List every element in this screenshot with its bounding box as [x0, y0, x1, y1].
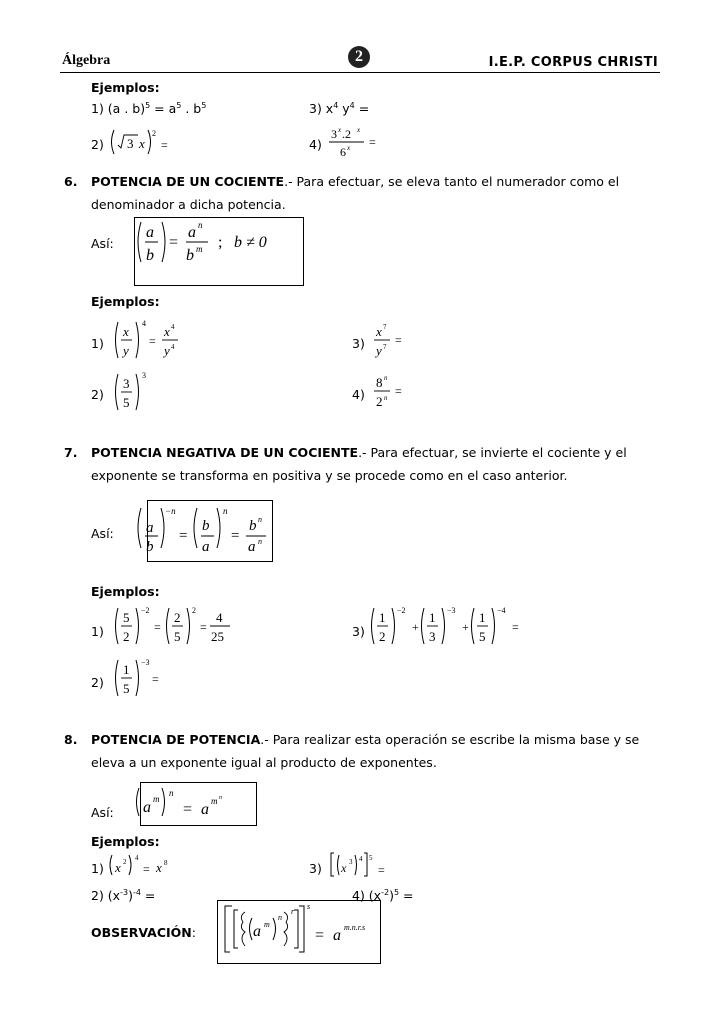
svg-text:7: 7 [383, 343, 387, 351]
svg-text:n: n [223, 506, 228, 516]
top-example-2-formula [108, 126, 178, 158]
section-6-title: POTENCIA DE UN COCIENTE [91, 174, 285, 189]
section-7-ex2-label: 2) [91, 675, 104, 690]
svg-text:.2: .2 [342, 127, 351, 141]
top-example-4-label: 4) [309, 137, 322, 152]
svg-text:4: 4 [359, 855, 363, 863]
section-6-ex1-label: 1) [91, 336, 104, 351]
section-6-examples-heading: Ejemplos: [91, 294, 160, 309]
svg-text:=: = [512, 620, 519, 634]
section-7-description: POTENCIA NEGATIVA DE UN COCIENTE.- Para efectuar, se invierte el cociente y el [91, 445, 627, 460]
svg-text:m: m [264, 920, 270, 929]
section-8-ex1-label: 1) [91, 861, 104, 876]
svg-text:=: = [143, 862, 150, 876]
header-divider [60, 72, 660, 73]
section-8-ex3-label: 3) [309, 861, 322, 876]
svg-text:n: n [258, 515, 262, 524]
svg-text:4: 4 [171, 343, 175, 351]
svg-text:=: = [154, 620, 161, 634]
svg-text:3: 3 [142, 371, 146, 380]
svg-text:x: x [139, 136, 145, 151]
section-6-ex1-formula [112, 318, 202, 364]
svg-text:2: 2 [174, 610, 181, 625]
svg-text:1: 1 [479, 610, 486, 625]
page-number-badge: 2 [348, 46, 370, 68]
svg-text:3: 3 [429, 629, 436, 644]
section-6-description-line2: denominador a dicha potencia. [91, 197, 286, 212]
svg-text:3: 3 [127, 136, 134, 151]
examples-heading-top: Ejemplos: [91, 80, 160, 95]
svg-text:5: 5 [174, 629, 181, 644]
section-8-ex2: 2) $(x^{-3})^{-4}$ = [91, 887, 156, 903]
svg-text:a: a [146, 224, 154, 241]
svg-text:a: a [333, 927, 341, 944]
section-8-description: POTENCIA DE POTENCIA.- Para realizar esta operación se escribe la misma base y se [91, 732, 640, 747]
top-example-1: 1) (a . $b)^5 = a^5$ . $b^5$ [91, 100, 207, 116]
svg-text:s: s [307, 902, 311, 911]
svg-text:n: n [258, 537, 262, 546]
section-8-ex3-formula [326, 850, 406, 882]
section-6-ex3-formula [372, 320, 432, 364]
svg-text:=: = [395, 333, 402, 347]
section-8-number: 8. [64, 732, 78, 747]
svg-text:2: 2 [123, 858, 127, 866]
section-7-examples-heading: Ejemplos: [91, 584, 160, 599]
svg-text:m: m [196, 244, 203, 254]
section-7-ex3-formula [368, 604, 538, 652]
svg-text:=: = [161, 138, 168, 152]
svg-text:n: n [198, 220, 203, 230]
svg-text:;: ; [218, 234, 223, 251]
svg-text:5: 5 [123, 681, 130, 696]
svg-text:7: 7 [383, 323, 387, 331]
svg-text:x: x [164, 324, 170, 339]
section-6-ex2-label: 2) [91, 387, 104, 402]
svg-text:+: + [412, 620, 419, 634]
svg-text:b: b [186, 247, 194, 264]
svg-text:3: 3 [123, 376, 130, 391]
svg-text:y: y [164, 343, 170, 358]
svg-text:−3: −3 [141, 658, 150, 667]
svg-text:2: 2 [379, 629, 386, 644]
svg-text:2: 2 [192, 606, 196, 615]
section-8-examples-heading: Ejemplos: [91, 834, 160, 849]
svg-text:a: a [146, 520, 154, 536]
svg-text:8: 8 [164, 859, 168, 867]
subject-title: Álgebra [62, 53, 111, 68]
svg-text:m.n.r.s: m.n.r.s [344, 923, 366, 932]
section-8-title: POTENCIA DE POTENCIA [91, 732, 261, 747]
svg-text:8: 8 [376, 375, 383, 390]
svg-text:a: a [248, 539, 256, 555]
svg-text:n: n [219, 795, 222, 801]
svg-text:x: x [341, 861, 347, 875]
svg-text:−3: −3 [447, 606, 456, 615]
svg-text:a: a [188, 224, 196, 241]
svg-text:2: 2 [376, 394, 383, 409]
svg-text:b: b [202, 518, 210, 534]
svg-text:=: = [200, 620, 207, 634]
svg-text:−4: −4 [497, 606, 506, 615]
svg-text:=: = [315, 927, 325, 944]
svg-text:m: m [211, 796, 218, 806]
svg-text:x: x [123, 324, 129, 339]
svg-text:25: 25 [211, 629, 224, 644]
section-8-asi-label: Así: [91, 805, 114, 820]
svg-text:b: b [146, 247, 154, 264]
section-6-ex3-label: 3) [352, 336, 365, 351]
section-6-ex4-label: 4) [352, 387, 365, 402]
svg-text:−2: −2 [397, 606, 406, 615]
svg-text:4: 4 [135, 854, 139, 862]
svg-text:4: 4 [216, 610, 223, 625]
svg-text:x: x [376, 324, 382, 339]
top-example-4-formula [326, 124, 396, 160]
section-6-ex2-formula [112, 370, 162, 416]
svg-text:x: x [338, 126, 342, 134]
svg-text:=: = [395, 384, 402, 398]
section-6-ex4-formula [372, 371, 432, 415]
section-6-rule-formula [134, 217, 302, 284]
svg-text:a: a [202, 539, 210, 555]
section-6-description: POTENCIA DE UN COCIENTE.- Para efectuar, se eleva tanto el numerador como el [91, 174, 620, 189]
svg-text:−n: −n [165, 506, 176, 516]
svg-text:5: 5 [369, 854, 373, 862]
svg-text:b: b [249, 518, 257, 534]
svg-text:a: a [201, 801, 209, 818]
svg-text:n: n [169, 788, 174, 798]
section-6-number: 6. [64, 174, 78, 189]
svg-text:5: 5 [123, 395, 130, 410]
svg-text:5: 5 [479, 629, 486, 644]
svg-text:x: x [357, 126, 361, 134]
section-7-ex1-formula [112, 604, 242, 652]
school-name: I.E.P. CORPUS CHRISTI [488, 55, 658, 70]
svg-text:n: n [384, 394, 388, 402]
svg-text:a: a [253, 923, 261, 940]
svg-text:+: + [462, 620, 469, 634]
svg-text:3: 3 [331, 127, 337, 141]
svg-text:a: a [143, 799, 151, 816]
svg-text:n: n [278, 913, 282, 922]
svg-text:=: = [169, 234, 179, 251]
svg-text:r: r [291, 907, 295, 916]
section-7-rule-formula [127, 500, 287, 562]
svg-text:x: x [347, 144, 351, 152]
section-8-ex1-formula [106, 852, 186, 882]
section-7-number: 7. [64, 445, 78, 460]
svg-text:=: = [378, 863, 385, 877]
svg-text:3: 3 [349, 858, 353, 866]
svg-text:2: 2 [123, 629, 130, 644]
svg-text:=: = [152, 672, 159, 686]
svg-text:2: 2 [152, 129, 156, 138]
svg-text:1: 1 [123, 662, 130, 677]
observation-label: OBSERVACIÓN: [91, 925, 196, 940]
section-7-asi-label: Así: [91, 526, 114, 541]
svg-text:=: = [149, 334, 156, 348]
section-8-ex4: 4) $(x^{-2})^5$ = [352, 887, 414, 903]
svg-text:b ≠ 0: b ≠ 0 [234, 234, 267, 251]
observation-formula [217, 900, 379, 962]
section-7-ex1-label: 1) [91, 624, 104, 639]
section-7-description-line2: exponente se transforma en positiva y se procede como en el caso anterior. [91, 468, 568, 483]
section-8-description-line2: eleva a un exponente igual al producto de exponentes. [91, 755, 437, 770]
svg-text:b: b [146, 539, 154, 555]
svg-text:4: 4 [142, 319, 146, 328]
svg-text:1: 1 [379, 610, 386, 625]
svg-text:=: = [369, 135, 376, 149]
svg-text:5: 5 [123, 610, 130, 625]
svg-text:−2: −2 [141, 606, 150, 615]
section-7-ex2-formula [112, 656, 172, 704]
svg-text:x: x [156, 860, 162, 875]
svg-text:1: 1 [429, 610, 436, 625]
section-7-title: POTENCIA NEGATIVA DE UN COCIENTE [91, 445, 359, 460]
svg-text:4: 4 [171, 323, 175, 331]
top-example-2-label: 2) [91, 137, 104, 152]
section-7-ex3-label: 3) [352, 624, 365, 639]
svg-text:=: = [179, 528, 188, 544]
svg-text:y: y [376, 343, 382, 358]
svg-text:y: y [123, 343, 129, 358]
top-example-3: 3) $x^4$ $y^4$ = [309, 100, 370, 116]
svg-text:=: = [183, 801, 193, 818]
svg-text:=: = [231, 528, 240, 544]
section-8-rule-formula [125, 782, 265, 826]
svg-text:6: 6 [340, 145, 346, 159]
svg-text:x: x [115, 860, 121, 875]
section-6-asi-label: Así: [91, 236, 114, 251]
svg-text:n: n [384, 374, 388, 382]
svg-text:m: m [153, 794, 160, 804]
